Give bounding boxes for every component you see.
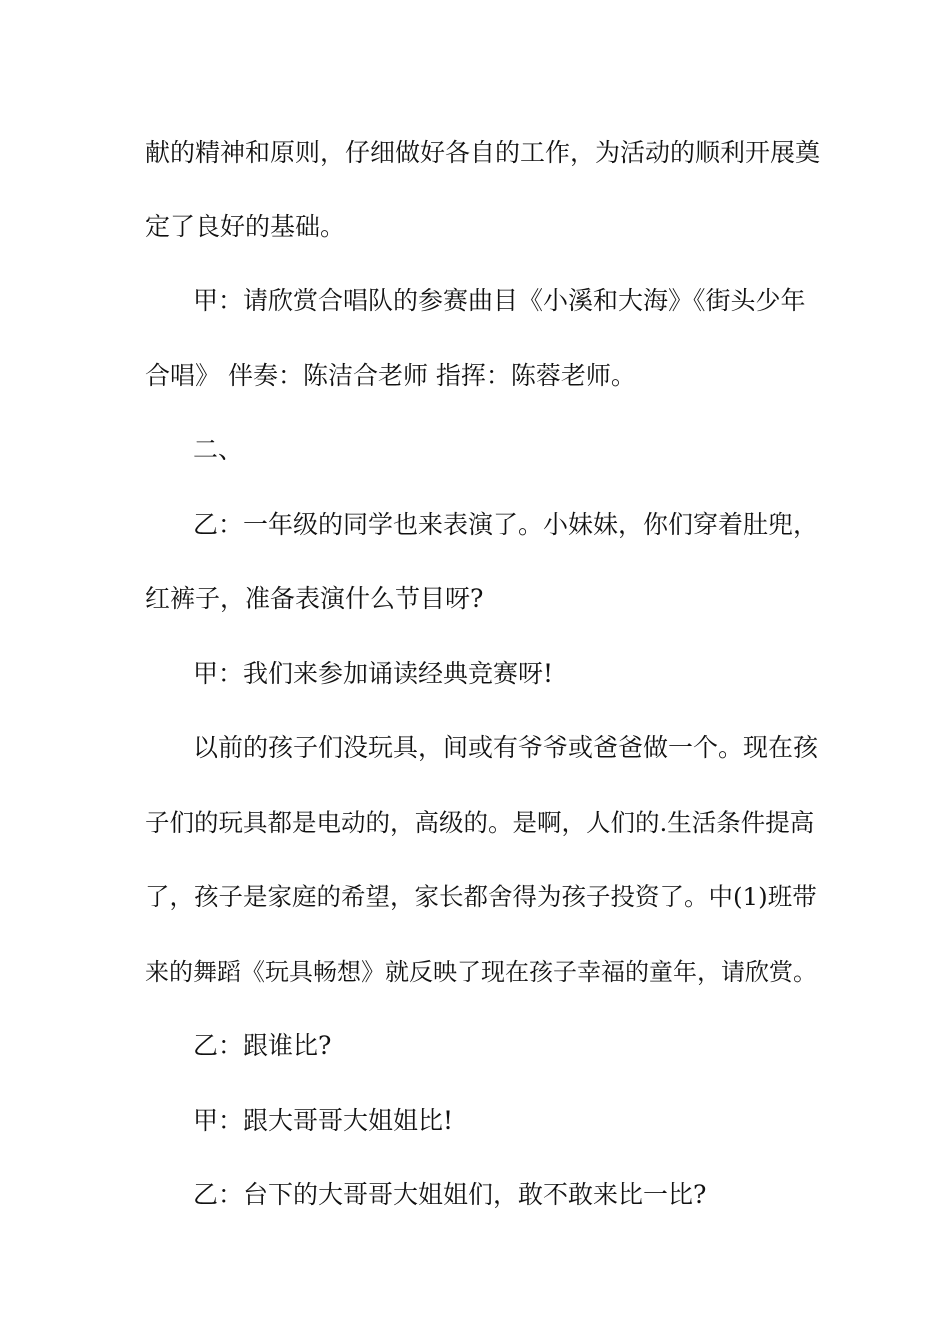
text-line: 乙：台下的大哥哥大姐姐们，敢不敢来比一比? [193,1180,707,1209]
text-line: 红裤子，准备表演什么节目呀? [145,584,484,613]
text-line: 乙：一年级的同学也来表演了。小妹妹，你们穿着肚兜， [193,510,819,539]
text-line: 了，孩子是家庭的希望，家长都舍得为孩子投资了。中(1)班带 [145,882,817,911]
text-line: 乙：跟谁比? [193,1031,332,1060]
text-line: 甲：请欣赏合唱队的参赛曲目《小溪和大海》《街头少年 [193,286,806,315]
text-line: 以前的孩子们没玩具，间或有爷爷或爸爸做一个。现在孩 [193,733,819,762]
text-line: 定了良好的基础。 [145,212,346,241]
text-line: 子们的玩具都是电动的，高级的。是啊，人们的.生活条件提高 [145,808,815,837]
section-heading: 二、 [193,435,244,464]
text-line: 甲：我们来参加诵读经典竞赛呀! [193,659,554,688]
text-line: 来的舞蹈《玩具畅想》就反映了现在孩子幸福的童年，请欣赏。 [145,958,817,986]
text-line: 甲：跟大哥哥大姐姐比! [193,1106,454,1135]
text-line: 合唱》 伴奏：陈洁合老师 指挥：陈蓉老师。 [145,361,636,390]
text-line: 献的精神和原则，仔细做好各自的工作，为活动的顺利开展奠 [145,138,821,167]
